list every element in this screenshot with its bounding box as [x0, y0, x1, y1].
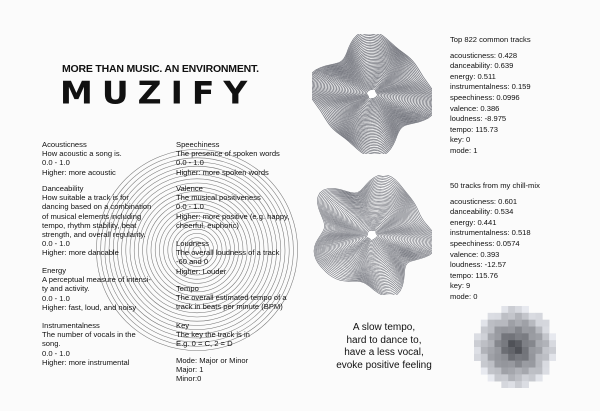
- def-energy: [42, 266, 192, 312]
- blur-pixel: [488, 347, 495, 354]
- def-danceability-line: How suitable a track is for: [42, 193, 129, 203]
- stat-line: danceability: 0.534: [450, 207, 514, 217]
- stat-line: instrumentalness: 0.159: [450, 82, 531, 92]
- def-danceability-line: 0.0 - 1.0: [42, 239, 70, 249]
- def-valence-line: cheerful, euphoric): [176, 220, 239, 230]
- blur-pixel: [474, 333, 481, 340]
- blur-pixel: [474, 340, 481, 347]
- blur-pixel: [495, 361, 502, 368]
- def-loudness-title: Loudness: [176, 239, 209, 248]
- blur-pixel: [536, 340, 543, 347]
- blur-pixel: [508, 374, 515, 381]
- blur-pixel: [549, 340, 556, 347]
- blur-pixel: [488, 374, 495, 381]
- stat-line: tempo: 115.73: [450, 124, 498, 134]
- def-key-line: E.g. 0 = C, 2 = D: [176, 339, 233, 349]
- muzify-logo: MUZIFY: [60, 73, 257, 112]
- def-mode-line: Major: 1: [176, 365, 204, 375]
- tagline: MORE THAN MUSIC. AN ENVIRONMENT.: [62, 63, 259, 75]
- def-loudness-line: -60 and 0: [176, 257, 209, 267]
- blur-pixel: [508, 327, 515, 334]
- blur-pixel: [515, 361, 522, 368]
- def-acousticness-line: 0.0 - 1.0: [42, 158, 70, 168]
- blur-pixel: [529, 347, 536, 354]
- def-tempo-title: Tempo: [176, 284, 199, 293]
- blur-pixel: [515, 340, 522, 347]
- blur-pixel: [495, 320, 502, 327]
- blur-pixel: [481, 320, 488, 327]
- stat-line: speechiness: 0.0574: [450, 238, 520, 248]
- blur-pixel: [542, 361, 549, 368]
- blur-pixel: [495, 368, 502, 375]
- blur-pixel: [542, 340, 549, 347]
- blur-pixel: [508, 361, 515, 368]
- blur-pixel: [522, 361, 529, 368]
- def-speechiness: [176, 140, 326, 177]
- blur-pixel: [474, 347, 481, 354]
- blur-pixel: [488, 320, 495, 327]
- def-valence-line: Higher: more positive (e.g. happy,: [176, 211, 290, 221]
- def-danceability: [42, 184, 192, 258]
- blur-pixel: [529, 361, 536, 368]
- def-instrumentalness-line: song.: [42, 339, 61, 349]
- def-key-line: The key the track is in: [176, 330, 250, 340]
- blur-pixel: [542, 333, 549, 340]
- blur-pixel: [508, 347, 515, 354]
- blur-pixel: [501, 354, 508, 361]
- def-valence-title: Valence: [176, 184, 203, 193]
- common-tracks-title: Top 822 common tracks: [450, 35, 531, 44]
- blur-pixel: [481, 368, 488, 375]
- blur-pixel: [501, 327, 508, 334]
- blur-pixel: [501, 347, 508, 354]
- blur-pixel: [488, 340, 495, 347]
- stat-line: energy: 0.511: [450, 71, 496, 81]
- def-danceability-line: strength, and overall regularity.: [42, 230, 146, 240]
- blur-pixel: [549, 347, 556, 354]
- blur-pixel: [515, 306, 522, 313]
- def-loudness-line: Higher: Louder: [176, 266, 227, 276]
- blur-pixel: [495, 374, 502, 381]
- blur-pixel: [515, 327, 522, 334]
- blur-pixel: [501, 320, 508, 327]
- blur-pixel: [522, 354, 529, 361]
- blur-pixel: [515, 313, 522, 320]
- blur-pixel: [515, 347, 522, 354]
- blur-pixel: [522, 340, 529, 347]
- stat-line: mode: 0: [450, 291, 478, 301]
- stat-line: valence: 0.386: [450, 103, 500, 113]
- blur-pixel: [508, 320, 515, 327]
- blur-pixel: [501, 374, 508, 381]
- stat-line: speechiness: 0.0996: [450, 92, 520, 102]
- def-danceability-line: dancing based on a combination: [42, 202, 152, 212]
- def-valence-line: 0.0 - 1.0: [176, 202, 204, 212]
- blur-pixel: [536, 347, 543, 354]
- blur-pixel: [495, 327, 502, 334]
- blur-pixel: [481, 354, 488, 361]
- def-speechiness-title: Speechiness: [176, 140, 220, 149]
- blur-pixel: [542, 354, 549, 361]
- stat-line: key: 0: [450, 135, 471, 145]
- blur-pixel: [508, 354, 515, 361]
- blur-pixel: [536, 327, 543, 334]
- def-energy-line: Higher: fast, loud, and noisy: [42, 302, 137, 312]
- stat-line: tempo: 115.76: [450, 270, 498, 280]
- def-acousticness-line: How acoustic a song is.: [42, 149, 122, 159]
- blur-pixel: [522, 306, 529, 313]
- blur-pixel: [488, 333, 495, 340]
- blur-pixel: [529, 340, 536, 347]
- blur-pixel: [529, 327, 536, 334]
- stat-line: loudness: -12.57: [450, 260, 507, 270]
- blur-pixel: [501, 361, 508, 368]
- blur-pixel: [536, 333, 543, 340]
- blur-pixel: [508, 313, 515, 320]
- blur-pixel: [529, 313, 536, 320]
- stat-line: valence: 0.393: [450, 249, 500, 259]
- def-acousticness-title: Acousticness: [42, 140, 87, 149]
- summary-line: have a less vocal,: [344, 347, 424, 358]
- def-speechiness-line: 0.0 - 1.0: [176, 158, 204, 168]
- blur-pixel: [495, 354, 502, 361]
- blur-pixel: [495, 347, 502, 354]
- blur-pixel: [481, 347, 488, 354]
- blur-pixel: [515, 354, 522, 361]
- blur-pixel: [536, 354, 543, 361]
- def-energy-line: A perceptual measure of intensi-: [42, 275, 151, 285]
- def-instrumentalness: [42, 321, 192, 367]
- blur-pixel: [508, 340, 515, 347]
- def-danceability-line: Higher: more dancable: [42, 248, 119, 258]
- stat-line: loudness: -8.975: [450, 114, 507, 124]
- stat-line: danceability: 0.639: [450, 61, 514, 71]
- blur-pixel: [522, 368, 529, 375]
- blur-pixel: [488, 313, 495, 320]
- def-key: [176, 321, 326, 349]
- blur-pixel: [522, 313, 529, 320]
- def-mode-title: Mode: Major or Minor: [176, 356, 249, 365]
- def-mode-line: Minor:0: [176, 374, 202, 384]
- blur-pixel: [515, 381, 522, 388]
- summary-line: A slow tempo,: [352, 322, 416, 333]
- blur-pixel: [515, 368, 522, 375]
- blur-pixel: [481, 361, 488, 368]
- summary-line: hard to dance to,: [346, 334, 422, 346]
- stat-line: mode: 1: [450, 145, 478, 155]
- blur-pixel: [529, 374, 536, 381]
- stat-line: key: 9: [450, 281, 471, 291]
- blur-pixel: [549, 354, 556, 361]
- def-instrumentalness-line: 0.0 - 1.0: [42, 348, 70, 358]
- def-instrumentalness-title: Instrumentalness: [42, 321, 100, 330]
- chill-mix-figure: [312, 175, 432, 295]
- def-acousticness: [42, 140, 192, 177]
- def-energy-line: 0.0 - 1.0: [42, 293, 70, 303]
- blur-pixel: [522, 333, 529, 340]
- def-valence: [176, 184, 326, 230]
- blur-pixel: [508, 381, 515, 388]
- def-acousticness-line: Higher: more acoustic: [42, 167, 116, 177]
- blur-pixel: [536, 313, 543, 320]
- def-tempo-line: track in beats per minute (BPM): [176, 302, 283, 312]
- def-valence-line: The musical positiveness: [176, 193, 261, 203]
- pixelated-blur-figure: [474, 306, 556, 388]
- blur-pixel: [501, 340, 508, 347]
- blur-pixel: [522, 327, 529, 334]
- blur-pixel: [488, 361, 495, 368]
- blur-pixel: [542, 320, 549, 327]
- stat-line: acousticness: 0.601: [450, 196, 518, 206]
- blur-pixel: [488, 368, 495, 375]
- common-tracks-figure: [312, 34, 432, 154]
- blur-pixel: [515, 333, 522, 340]
- blur-pixel: [522, 381, 529, 388]
- blur-pixel: [495, 340, 502, 347]
- blur-pixel: [501, 333, 508, 340]
- blur-pixel: [515, 374, 522, 381]
- blur-pixel: [542, 327, 549, 334]
- blur-pixel: [488, 354, 495, 361]
- def-energy-title: Energy: [42, 266, 67, 275]
- def-energy-line: ty and activity.: [42, 284, 90, 294]
- blur-pixel: [536, 374, 543, 381]
- blur-pixel: [522, 347, 529, 354]
- blur-pixel: [522, 374, 529, 381]
- blur-pixel: [495, 333, 502, 340]
- blur-pixel: [481, 340, 488, 347]
- blur-pixel: [522, 320, 529, 327]
- def-instrumentalness-line: Higher: more instrumental: [42, 357, 130, 367]
- blur-pixel: [495, 313, 502, 320]
- def-key-title: Key: [176, 321, 190, 330]
- def-tempo-line: The overall estimated tempo of a: [176, 293, 287, 303]
- blur-pixel: [515, 320, 522, 327]
- def-loudness-line: The overall loudness of a track: [176, 248, 280, 258]
- def-instrumentalness-line: The number of vocals in the: [42, 330, 136, 340]
- blur-pixel: [529, 368, 536, 375]
- blur-pixel: [542, 368, 549, 375]
- def-speechiness-line: Higher: more spoken words: [176, 167, 269, 177]
- def-danceability-line: tempo, rhythm stability, beat: [42, 220, 137, 230]
- common-tracks-stats: [450, 35, 531, 157]
- def-mode: [176, 356, 326, 384]
- blur-pixel: [501, 306, 508, 313]
- blur-pixel: [474, 354, 481, 361]
- stat-line: instrumentalness: 0.518: [450, 228, 531, 238]
- blur-pixel: [549, 333, 556, 340]
- def-speechiness-line: The presence of spoken words: [176, 149, 280, 159]
- blur-pixel: [536, 320, 543, 327]
- blur-pixel: [488, 327, 495, 334]
- blur-pixel: [501, 313, 508, 320]
- blur-pixel: [529, 320, 536, 327]
- blur-pixel: [529, 354, 536, 361]
- blur-pixel: [481, 327, 488, 334]
- blur-pixel: [508, 306, 515, 313]
- summary-text: [320, 322, 448, 372]
- blur-pixel: [536, 361, 543, 368]
- figure-center: [368, 231, 376, 239]
- def-loudness: [176, 239, 326, 276]
- chill-mix-stats: [450, 181, 540, 303]
- def-tempo: [176, 284, 326, 312]
- chill-mix-title: 50 tracks from my chill-mix: [450, 181, 540, 190]
- def-danceability-line: of musical elements including: [42, 211, 142, 221]
- summary-line: evoke positive feeling: [336, 359, 432, 371]
- def-danceability-title: Danceability: [42, 184, 84, 193]
- stat-line: energy: 0.441: [450, 217, 497, 227]
- blur-pixel: [501, 368, 508, 375]
- blur-pixel: [542, 347, 549, 354]
- blur-pixel: [536, 368, 543, 375]
- blur-pixel: [508, 368, 515, 375]
- blur-pixel: [508, 333, 515, 340]
- stat-line: acousticness: 0.428: [450, 50, 518, 60]
- blur-pixel: [529, 333, 536, 340]
- blur-pixel: [501, 381, 508, 388]
- blur-pixel: [481, 333, 488, 340]
- figure-center: [368, 90, 376, 98]
